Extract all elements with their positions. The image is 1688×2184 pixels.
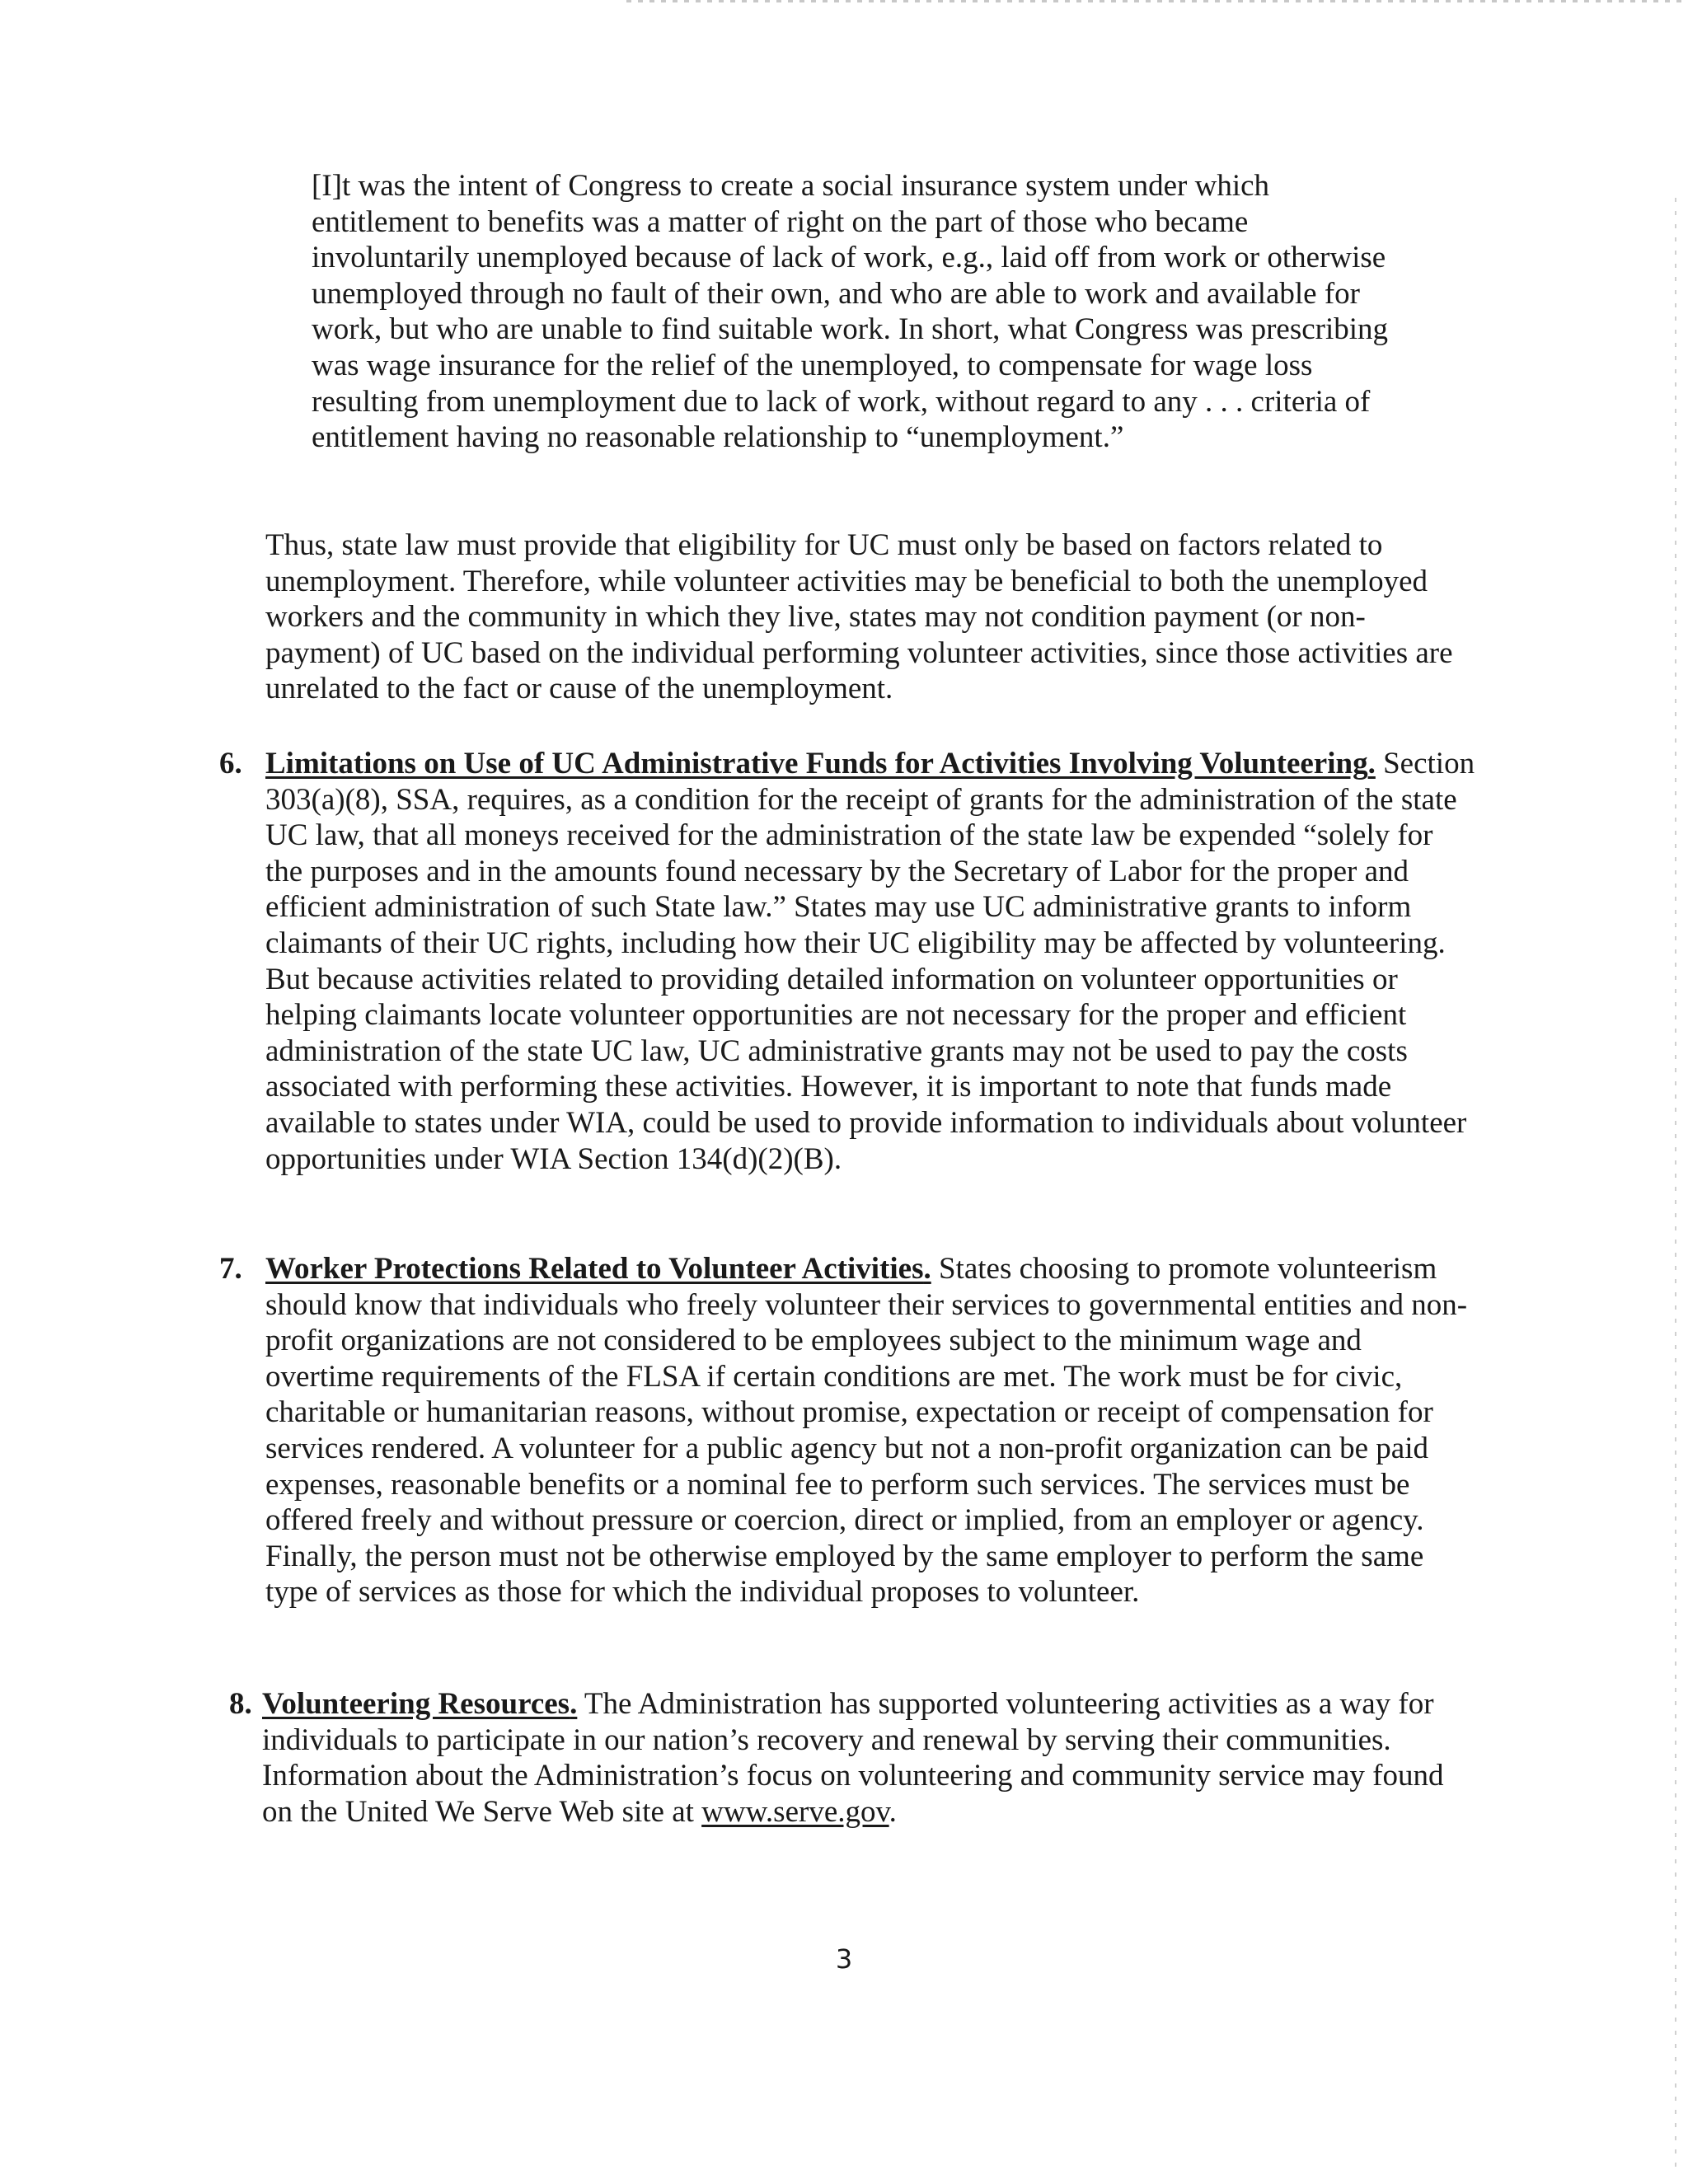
list-item-number: 7.: [219, 1252, 242, 1286]
list-item-body: States choosing to promote volunteerism should know that individuals who freely volunteer their services to governmental entities and non-profit organizations are not considered to be employees subject to the minimum wage and overtime requirements of the FLSA if certain conditions are met. The work must be for civic, charitable or humanitarian reasons, without promise, expectation or receipt of compensation for services rendered. A volunteer for a public agency but not a non-profit organization can be paid expenses, reasonable benefits or a nominal fee to perform such services. The services must be offered freely and without pressure or coercion, direct or implied, from an employer or agency. Finally, the person must not be otherwise employed by the same employer to perform the same type of services as those for which the individual proposes to volunteer.: [265, 1252, 1468, 1610]
list-item-8: [229, 1686, 1474, 1830]
list-item-text: [265, 1251, 1477, 1610]
list-item-number: 8.: [229, 1687, 252, 1721]
list-item-body-end: .: [889, 1794, 897, 1829]
page-number: 3: [835, 1943, 853, 1975]
list-item-heading-end: .: [1367, 747, 1376, 780]
list-item-number: 6.: [219, 747, 242, 780]
list-item-text: [262, 1686, 1474, 1830]
list-item-body: The Administration has supported volunteering activities as a way for individuals to participate in our nation’s recovery and renewal by serving their communities. Information about the Administration’s focus on volunteering and community service may found on the United We Serve Web site at: [262, 1687, 1444, 1829]
list-item-heading-end: .: [923, 1252, 931, 1286]
block-quote: [I]t was the intent of Congress to create a social insurance system under which entitlement to benefits was a matter of right on the part of those who became involuntarily unemployed because of lack of work, e.g., laid off from work or otherwise unemployed through no fault of their own, and who are able to work and available for work, but who are unable to find suitable work. In short, what Congress was prescribing was wage insurance for the relief of the unemployed, to compensate for wage loss resulting from unemployment due to lack of work, without regard to any . . . criteria of entitlement having no reasonable relationship to “unemployment.”: [312, 169, 1389, 455]
list-item-heading-end: .: [570, 1687, 578, 1721]
scan-artifact-right: [1675, 198, 1676, 2176]
serve-gov-link[interactable]: www.serve.gov: [701, 1794, 889, 1829]
list-item-7: [219, 1251, 1477, 1610]
list-item-body: Section 303(a)(8), SSA, requires, as a condition for the receipt of grants for the administration of the state UC law, that all moneys received for the administration of the state law be expended “solely for the purposes and in the amounts found necessary by the Secretary of Labor for the proper and efficient administration of such State law.” States may use UC administrative grants to inform claimants of their UC rights, including how their UC eligibility may be affected by volunteering. But because activities related to providing detailed information on volunteer opportunities or helping claimants locate volunteer opportunities are not necessary for the proper and efficient administration of the state UC law, UC administrative grants may not be used to pay the costs associated with performing these activities. However, it is important to note that funds made available to states under WIA, could be used to provide information to individuals about volunteer opportunities under WIA Section 134(d)(2)(B).: [265, 747, 1475, 1176]
list-item-heading: Worker Protections Related to Volunteer Activities: [265, 1252, 924, 1286]
list-item-heading: Volunteering Resources: [262, 1687, 570, 1721]
scan-artifact-top: [626, 0, 1688, 2]
list-item-6: [219, 746, 1477, 1177]
list-item-heading: Limitations on Use of UC Administrative Funds for Activities Involving Volunteering: [265, 747, 1368, 780]
body-paragraph: Thus, state law must provide that eligibility for UC must only be based on factors related to unemployment. Therefore, while volunteer activities may be beneficial to both the unemployed workers and the community in which they live, states may not condition payment (or non-payment) of UC based on the individual performing volunteer activities, since those activities are unrelated to the fact or cause of the unemployment.: [265, 528, 1453, 706]
list-item-text: [265, 746, 1477, 1177]
